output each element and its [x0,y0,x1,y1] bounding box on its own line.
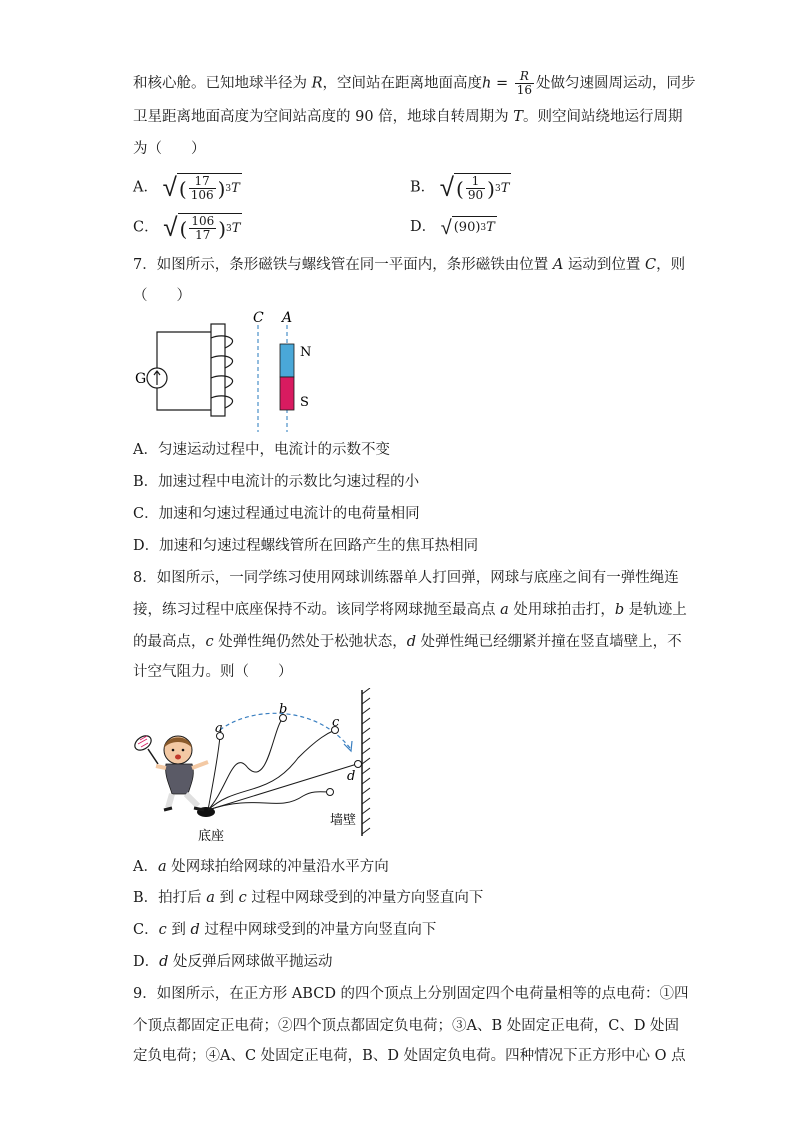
q8-text: 处用球拍击打， [508,602,615,618]
q8-line3 [133,632,682,652]
magnet-s-pole [280,377,294,410]
option-text: 到 [214,890,239,906]
q7-option-d[interactable]: D．加速和匀速过程螺线管所在回路产生的焦耳热相同 [133,538,479,554]
var-A: A [552,257,564,273]
q6-option-c[interactable] [133,213,242,242]
var-d: d [159,954,169,970]
q7-figure [125,310,325,435]
q8-figure [128,688,378,848]
q8-option-c[interactable] [133,920,436,940]
q6-text: 和核心舱。已知地球半径为 [133,75,312,92]
var-c: c [238,890,247,906]
q7-text: ，则 [656,257,686,273]
var-d: d [190,922,200,938]
q8-option-d[interactable] [133,952,333,972]
wall-hatch [362,688,370,834]
q6-line3: 为（ ） [133,141,206,157]
label-c: C [253,310,264,326]
label-s: S [300,395,309,410]
q7-stem-line2: （ ） [133,288,191,304]
var-a: a [157,859,167,875]
q8-line4: 计空气阻力。则（ ） [133,664,293,680]
option-text: 过程中网球受到的冲量方向竖直向下 [246,890,484,906]
q7-option-b[interactable]: B．加速过程中电流计的示数比匀速过程的小 [133,474,420,490]
sqrt-expression: √ ( $\frac{106}{17}$ ) 3 T [163,212,241,243]
label-d: d [347,769,356,784]
q8-option-b[interactable] [133,888,483,908]
fraction-R-over-16: $\frac{R}{16}$ [516,69,533,97]
q8-text: 处弹性绳已经绷紧并撞在竖直墙壁上，不 [416,634,682,650]
label-c: c [332,715,340,730]
option-text: D． [133,954,160,970]
student-icon [132,733,208,810]
q6-line2 [133,107,682,127]
q7-stem-line1 [133,255,685,275]
q6-option-a[interactable] [133,173,242,202]
option-label: C． [133,219,159,236]
label-g: G [135,371,147,387]
q6-line1 [133,70,696,97]
var-a: a [206,890,215,906]
option-text: 处网球拍给网球的冲量沿水平方向 [166,859,389,875]
q7-text: 7．如图所示，条形磁铁与螺线管在同一平面内，条形磁铁由位置 [133,257,553,273]
label-wall: 墙壁 [330,813,357,828]
label-b: b [279,702,288,717]
q6-option-b[interactable] [410,173,511,202]
option-label: B． [410,179,436,196]
q8-text: 是轨迹上 [624,602,687,618]
q7-option-c[interactable]: C．加速和匀速过程通过电流计的电荷量相同 [133,506,420,522]
q6-option-d[interactable] [410,216,497,238]
option-text: C． [133,922,159,938]
option-text: B．拍打后 [133,890,207,906]
sqrt-expression: √ ( $\frac{17}{106}$ ) 3 T [162,172,240,203]
sqrt-expression: √ ( $\frac{1}{90}$ ) 3 T [439,172,510,203]
var-d: d [406,634,417,650]
option-label: A． [133,179,158,196]
q8-option-a[interactable] [133,857,389,877]
option-text: 处反弹后网球做平抛运动 [168,954,333,970]
ball-d [355,761,362,768]
q9-line1: 9．如图所示，在正方形 ABCD 的四个顶点上分别固定四个电荷量相等的点电荷：①四 [133,986,689,1002]
var-h: h [482,75,492,92]
equals-sign: = [491,75,513,92]
var-T: T [513,109,523,125]
q6-text: 。则空间站绕地运行周期 [522,109,683,125]
q9-line2: 个顶点都固定正电荷；②四个顶点都固定负电荷；③A、B 处固定正电荷，C、D 处固 [133,1018,680,1034]
q6-text: 处做匀速圆周运动，同步 [536,75,696,92]
circuit-wire [157,332,215,410]
q7-option-a[interactable]: A．匀速运动过程中，电流计的示数不变 [133,442,390,458]
var-c: c [205,634,214,650]
label-n: N [300,345,312,360]
var-a: a [500,602,509,618]
var-C: C [645,257,657,273]
q8-text: 接，练习过程中底座保持不动。该同学将网球抛至最高点 [133,602,501,618]
q8-line1: 8．如图所示，一同学练习使用网球训练器单人打回弹，网球与底座之间有一弹性绳连 [133,570,679,586]
q6-text: 卫星距离地面高度为空间站高度的 90 倍，地球自转周期为 [133,109,514,125]
q8-text: 的最高点， [133,634,206,650]
ball-rebound [327,789,334,796]
q9-line3: 定负电荷；④A、C 处固定正电荷，B、D 处固定负电荷。四种情况下正方形中心 O 点 [133,1048,686,1064]
label-a: A [282,310,293,326]
var-R: R [311,75,323,92]
option-text: A． [133,859,158,875]
q8-line2 [133,600,687,620]
q6-text: ，空间站在距离地面高度 [322,75,483,92]
var-b: b [614,602,625,618]
option-text: 到 [166,922,191,938]
q7-text: 运动到位置 [563,257,646,273]
sqrt-expression: √ (90) 3 T [440,215,495,239]
label-base: 底座 [198,829,225,844]
magnet-n-pole [280,344,294,377]
q8-text: 处弹性绳仍然处于松弛状态， [213,634,407,650]
var-c: c [158,922,167,938]
option-label: D． [410,219,437,235]
label-a: a [215,721,223,736]
option-text: 过程中网球受到的冲量方向竖直向下 [199,922,437,938]
